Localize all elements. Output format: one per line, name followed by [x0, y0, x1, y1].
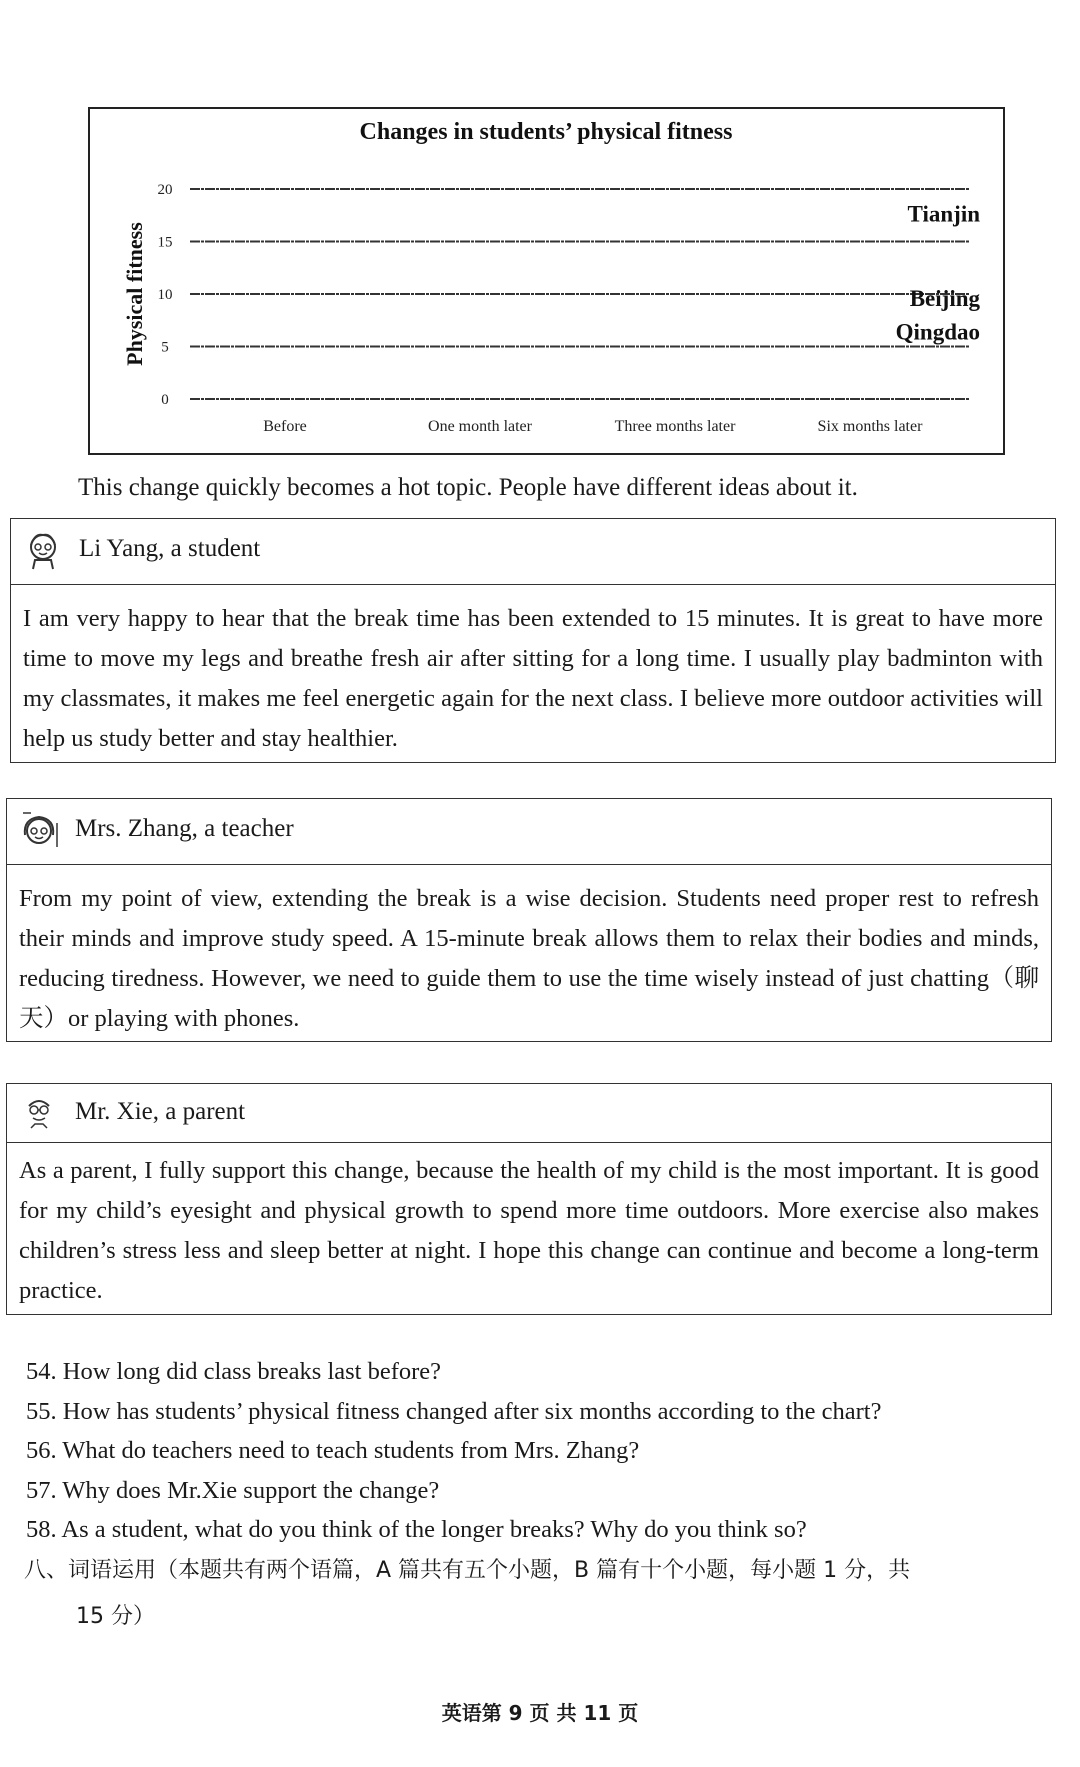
panel-name: Li Yang, a student: [79, 535, 261, 562]
section-heading: [24, 1548, 1070, 1640]
parent-avatar-icon: [17, 1094, 61, 1138]
y-axis-label: Physical fitness: [122, 222, 147, 366]
series-label-qingdao: Qingdao: [895, 319, 980, 345]
y-tick-label: 10: [157, 287, 173, 303]
panel-name: Mrs. Zhang, a teacher: [75, 815, 294, 842]
x-tick-label: Six months later: [817, 418, 923, 435]
series-label-tianjin: Tianjin: [907, 201, 980, 227]
intro-text: This change quickly becomes a hot topic. People have different ideas about it.: [78, 474, 858, 501]
chart-canvas: [90, 109, 1003, 453]
question-57: 57. Why does Mr.Xie support the change?: [26, 1476, 440, 1504]
question-54: 54. How long did class breaks last before?: [26, 1358, 442, 1385]
opinion-panel-parent: [6, 1083, 1052, 1315]
student-avatar-icon: [21, 529, 65, 573]
question-list: [26, 1352, 881, 1550]
question-55: 55. How has students’ physical fitness changed after six months according to the chart?: [26, 1397, 882, 1425]
page-footer: 英语第 9 页 共 11 页: [441, 1701, 639, 1725]
fitness-chart: [88, 107, 1005, 455]
chart-title: Changes in students’ physical fitness: [359, 119, 733, 145]
x-tick-label: One month later: [428, 418, 532, 435]
y-tick-label: 0: [161, 392, 169, 408]
question-58: 58. As a student, what do you think of the longer breaks? Why do you think so?: [26, 1516, 807, 1543]
y-tick-label: 15: [157, 234, 173, 251]
x-tick-label: Before: [263, 418, 307, 435]
x-tick-label: Three months later: [614, 418, 736, 435]
y-tick-label: 5: [161, 339, 169, 356]
panel-name: Mr. Xie, a parent: [75, 1098, 246, 1125]
panel-header: [11, 519, 1055, 585]
series-label-beijing: Beijing: [909, 286, 980, 311]
panel-text: From my point of view, extending the break is a wise decision. Students need proper rest to refresh their minds and improve study speed. A 15-minute break allows them to relax their bodies and minds, reducing tiredness. However, we need to guide them to use the time wisely instead of just chatting（聊天）or playing with phones.: [19, 885, 1039, 1032]
opinion-panel-teacher: [6, 798, 1052, 1042]
panel-header: [7, 1084, 1051, 1143]
panel-text: I am very happy to hear that the break time has been extended to 15 minutes. It is great to have more time to move my legs and breathe fresh air after sitting for a long time. I usually play badminton with my classmates, it makes me feel energetic again for the next class. I believe more outdoor activities will help us study better and stay healthier.: [23, 605, 1043, 752]
panel-header: [7, 799, 1051, 865]
teacher-avatar-icon: [17, 809, 61, 853]
question-56: 56. What do teachers need to teach students from Mrs. Zhang?: [26, 1437, 640, 1464]
opinion-panel-student: [10, 518, 1056, 763]
section-heading-line1: 八、词语运用（本题共有两个语篇，A 篇共有五个小题，B 篇有十个小题，每小题 1 分，共: [24, 1558, 911, 1583]
y-tick-label: 20: [157, 182, 173, 198]
panel-text: As a parent, I fully support this change, because the health of my child is the most important. It is good for my child’s eyesight and physical growth to spend more time outdoors. More exercise also makes children’s stress less and sleep better at night. I hope this change can continue and become a long-term practice.: [19, 1157, 1039, 1304]
section-heading-line2: 15 分）: [76, 1604, 155, 1629]
